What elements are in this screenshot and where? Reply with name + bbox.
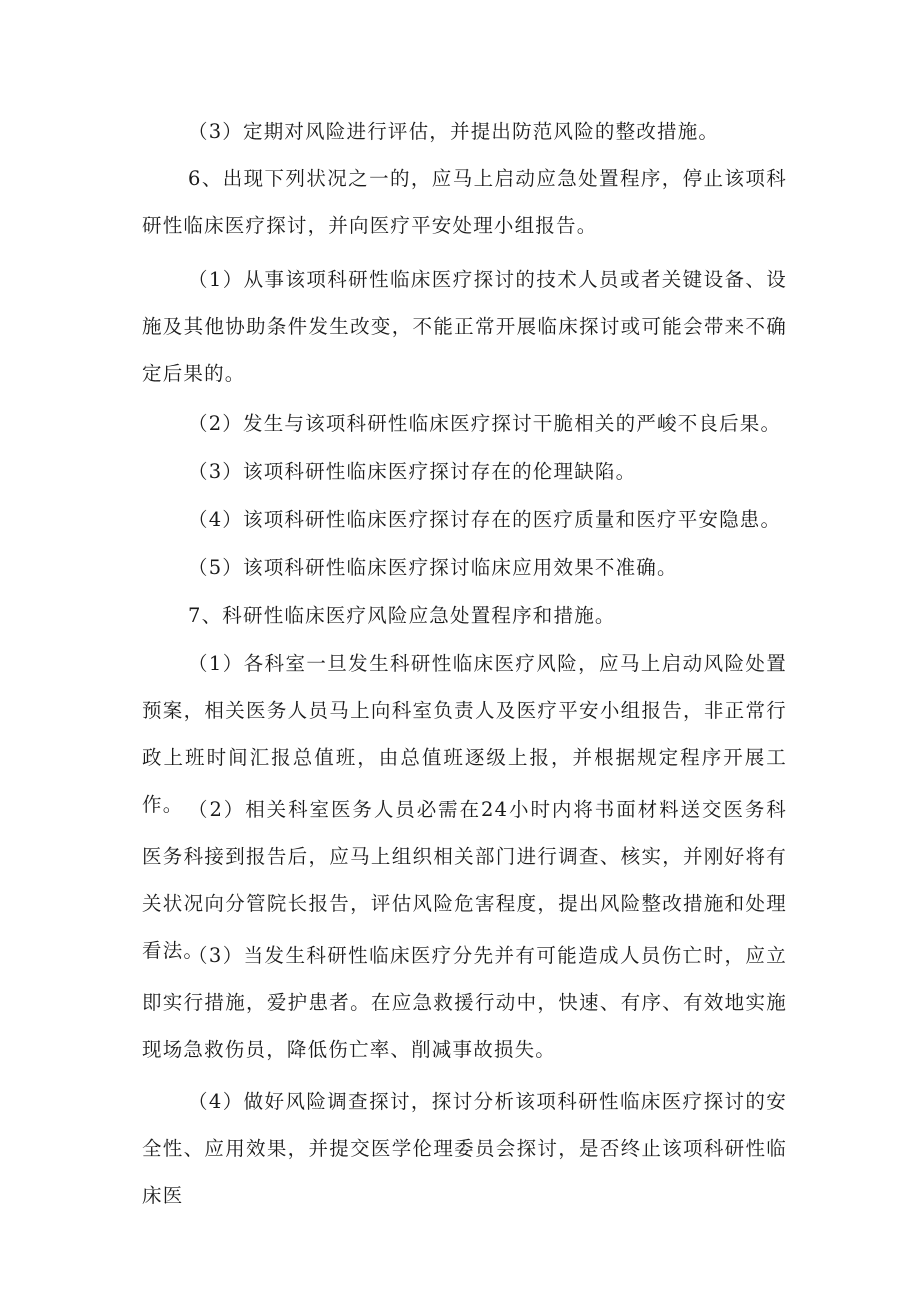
paragraph-procedure-2: （2）相关科室医务人员必需在24小时内将书面材料送交医务科医务科接到报告后，应马上组织相关部门进行调查、核实，并刚好将有关状况向分管院长报告，评估风险危害程度，提出风险整改措施和处理看法。 (142, 798, 787, 962)
paragraph-condition-3: （3）该项科研性临床医疗探讨存在的伦理缺陷。 (188, 460, 637, 483)
paragraph-condition-5: （5）该项科研性临床医疗探讨临床应用效果不准确。 (188, 556, 678, 579)
paragraph-procedures-heading: 7、科研性临床医疗风险应急处置程序和措施。 (188, 604, 616, 627)
paragraph-condition-1: （1）从事该项科研性临床医疗探讨的技术人员或者关键设备、设施及其他协助条件发生改变，不能正常开展临床探讨或可能会带来不确定后果的。 (142, 268, 787, 385)
paragraph-risk-assessment: （3）定期对风险进行评估，并提出防范风险的整改措施。 (188, 120, 720, 143)
paragraph-procedure-3: （3）当发生科研性临床医疗分先并有可能造成人员伤亡时，应立即实行措施，爱护患者。在应急救援行动中，快速、有序、有效地实施现场急救伤员，降低伤亡率、削减事故损失。 (142, 944, 787, 1061)
paragraph-condition-2: （2）发生与该项科研性临床医疗探讨干脆相关的严峻不良后果。 (188, 412, 782, 435)
paragraph-emergency-conditions: 6、出现下列状况之一的，应马上启动应急处置程序，停止该项科研性临床医疗探讨，并向医疗平安处理小组报告。 (142, 167, 787, 237)
paragraph-condition-4: （4）该项科研性临床医疗探讨存在的医疗质量和医疗平安隐患。 (188, 508, 782, 531)
paragraph-procedure-4: （4）做好风险调查探讨，探讨分析该项科研性临床医疗探讨的安全性、应用效果，并提交医学伦理委员会探讨，是否终止该项科研性临床医 (142, 1090, 787, 1207)
paragraph-procedure-1: （1）各科室一旦发生科研性临床医疗风险，应马上启动风险处置预案，相关医务人员马上向科室负责人及医疗平安小组报告，非正常行政上班时间汇报总值班，由总值班逐级上报，并根据规定程序开展工作。 (142, 652, 787, 816)
